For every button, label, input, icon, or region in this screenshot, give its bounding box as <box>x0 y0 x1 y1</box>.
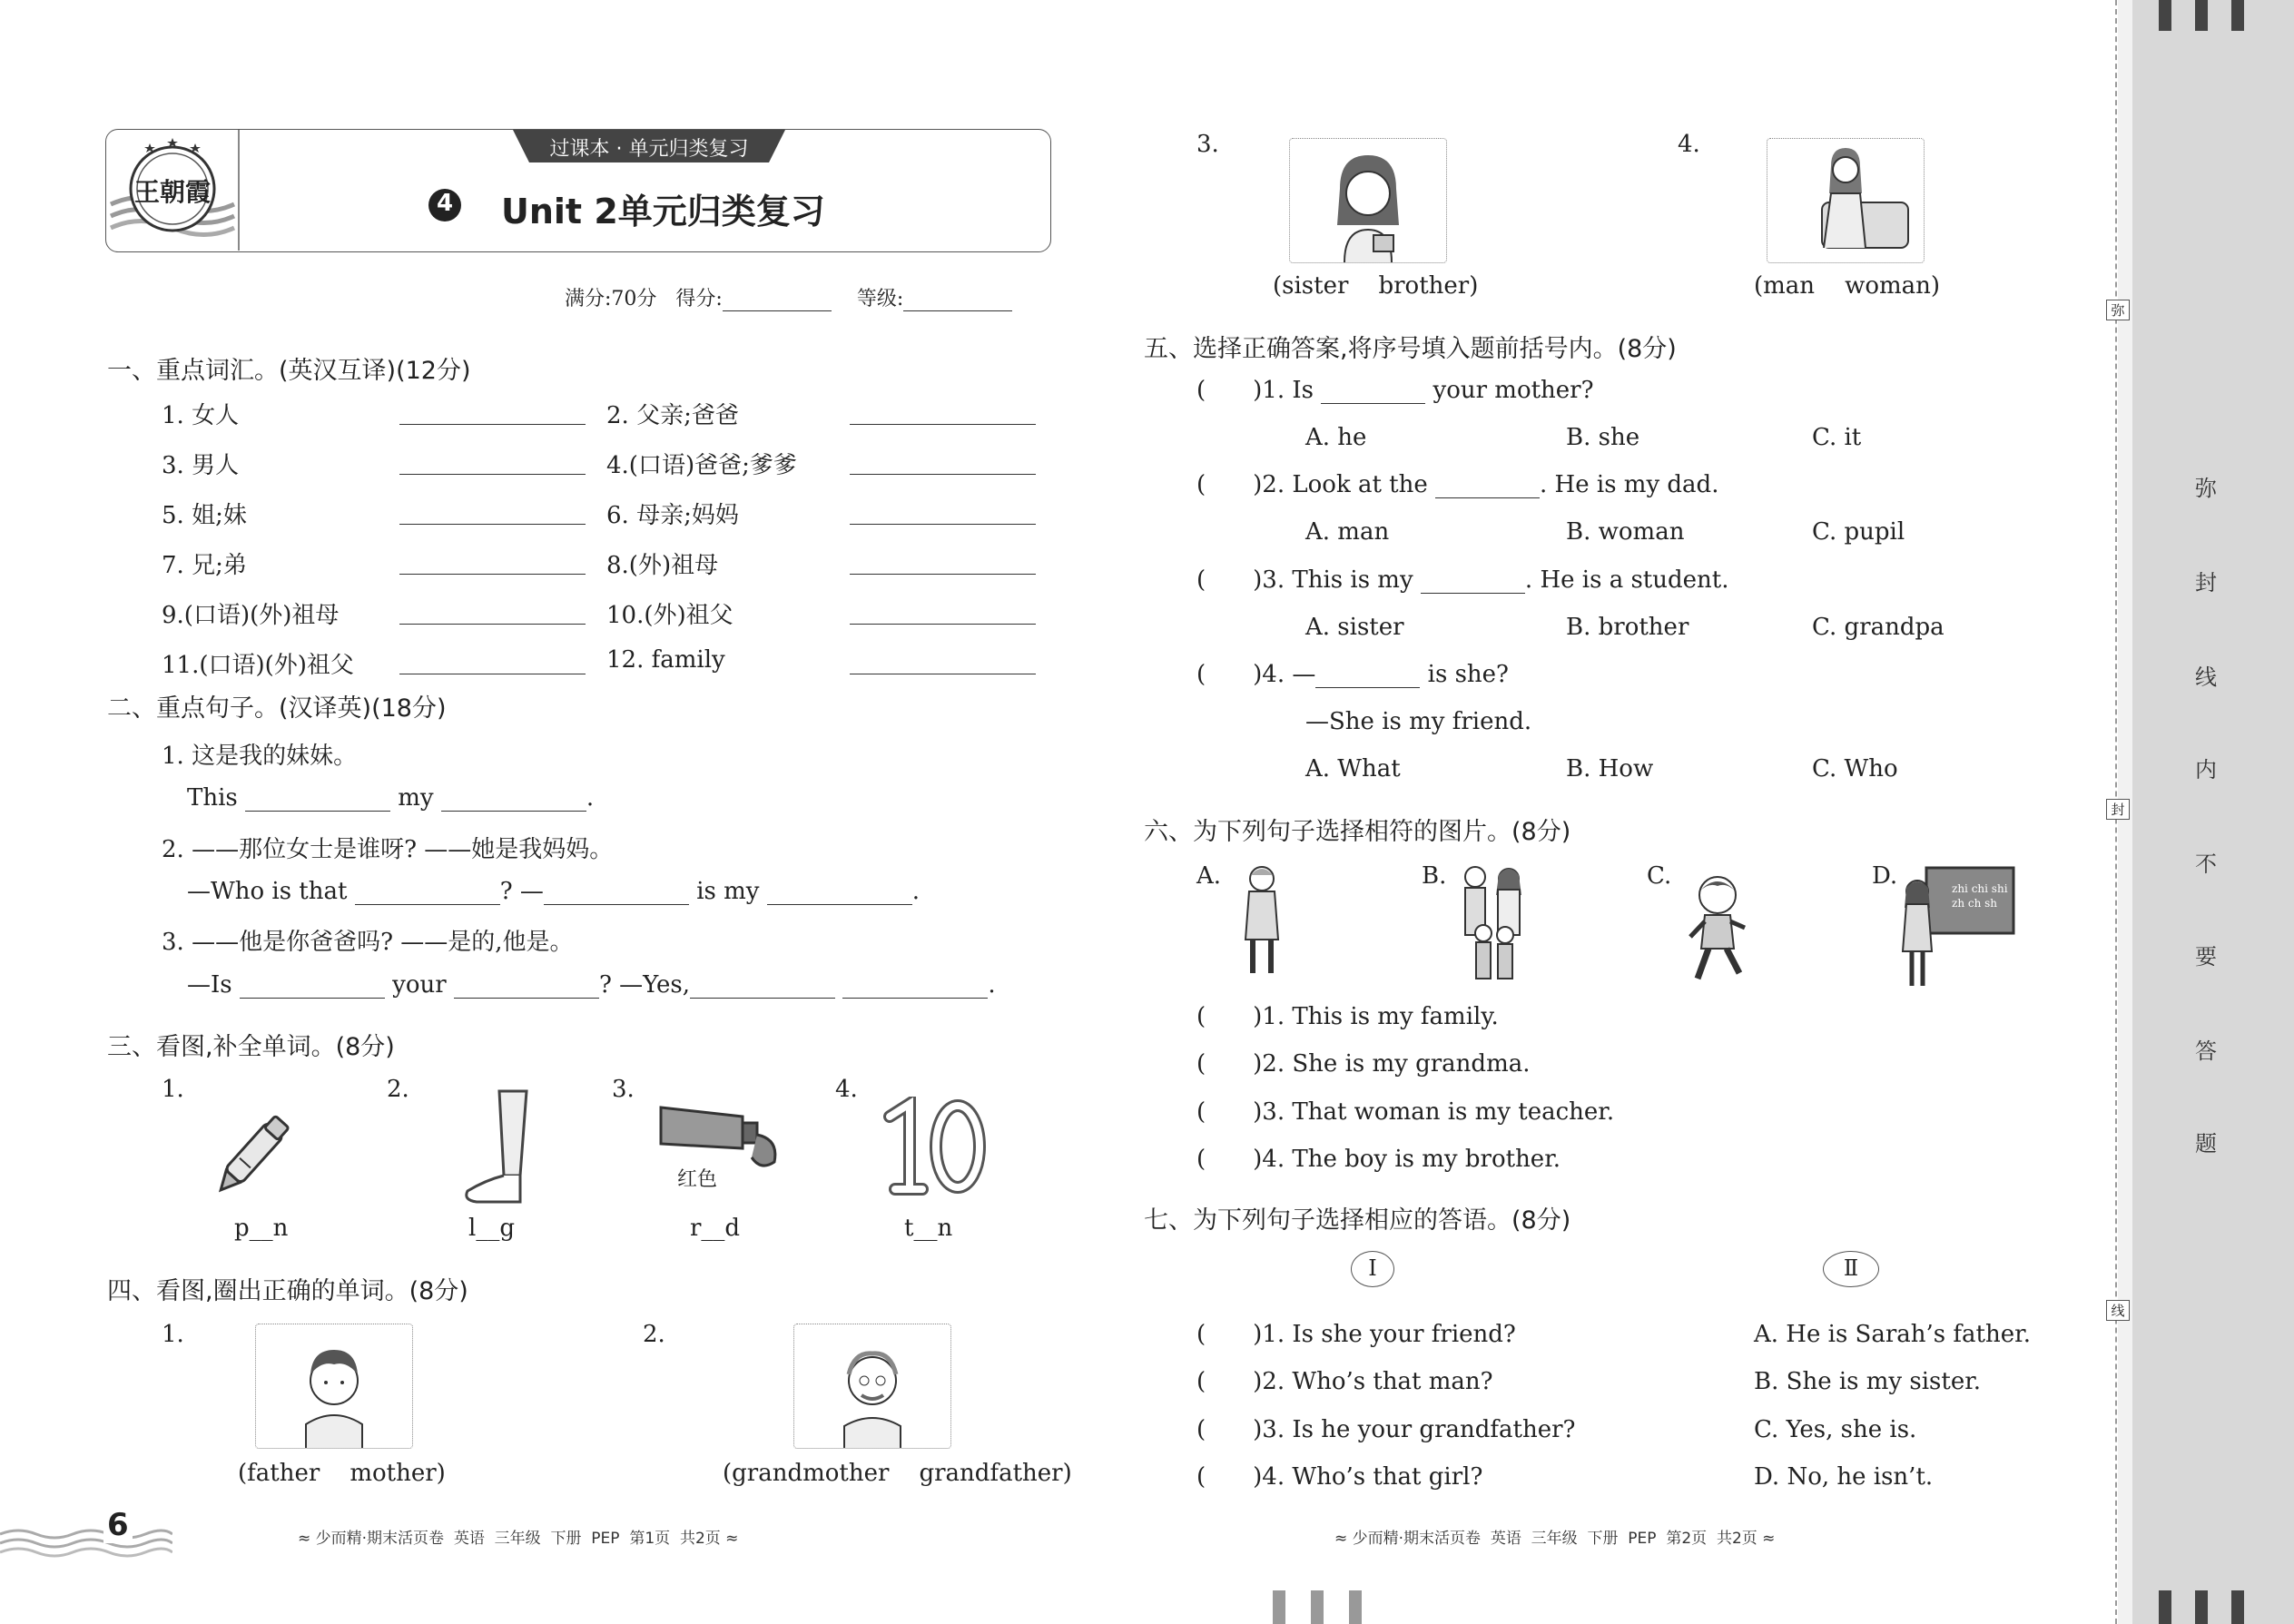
seal-mark-3: 线 <box>2106 1300 2130 1321</box>
vocab-item: 6. 母亲;妈妈 <box>606 497 1051 530</box>
sec3-num-3: 3. <box>612 1076 635 1103</box>
col1-label: Ⅰ <box>1368 1255 1377 1281</box>
vocab-blank[interactable] <box>399 447 586 475</box>
paint-tube-image <box>652 1103 788 1188</box>
registration-bar <box>2231 0 2244 31</box>
sec6-title: 六、为下列句子选择相符的图片。(8分) <box>1144 818 1571 846</box>
sec3-word-1: p__n <box>234 1215 289 1242</box>
vocab-blank[interactable] <box>850 497 1036 525</box>
registration-bar <box>1349 1590 1362 1624</box>
sec5-q2: ( )2. Look at the . He is my dad. <box>1196 471 1719 498</box>
score-line <box>565 283 1012 311</box>
sec6-label-a: A. <box>1196 862 1222 890</box>
sec5-q3-opt-b[interactable]: B. brother <box>1566 614 1689 641</box>
vocab-blank[interactable] <box>399 646 586 674</box>
sec7-q3: ( )3. Is he your grandfather? <box>1196 1416 1576 1443</box>
sec2-q2-cn: 2. ——那位女士是谁呀? ——她是我妈妈。 <box>162 836 614 863</box>
margin-note-1: 弥 <box>2195 476 2217 501</box>
vocab-blank[interactable] <box>399 596 586 625</box>
sec2-q1-cn: 1. 这是我的妹妹。 <box>162 743 358 770</box>
sec7-q4: ( )4. Who’s that girl? <box>1196 1463 1483 1491</box>
sec5-q1: ( )1. Is your mother? <box>1196 377 1594 404</box>
score-label: 得分: <box>675 288 723 310</box>
vocab-item: 11.(口语)(外)祖父 <box>162 646 606 680</box>
registration-bar <box>2195 1590 2208 1624</box>
sec5-title: 五、选择正确答案,将序号填入题前括号内。(8分) <box>1144 335 1677 363</box>
sec5-q3-opt-c[interactable]: C. grandpa <box>1812 614 1944 641</box>
sec5-q2-opt-b[interactable]: B. woman <box>1566 518 1685 546</box>
margin-note-2: 封 <box>2195 570 2217 595</box>
vocab-blank[interactable] <box>399 546 586 575</box>
sec2-q2-en: —Who is that ? — is my . <box>187 878 920 905</box>
margin-note-3: 线 <box>2195 664 2217 690</box>
number-ten-image <box>881 1097 989 1200</box>
sec5-q4-reply: —She is my friend. <box>1305 708 1532 735</box>
sec7-q1: ( )1. Is she your friend? <box>1196 1321 1516 1348</box>
vocab-item: 3. 男人 <box>162 447 606 480</box>
sec7-answer-b: B. She is my sister. <box>1754 1368 1982 1395</box>
registration-bar <box>1273 1590 1285 1624</box>
vocab-item: 4.(口语)爸爸;爹爹 <box>606 447 1051 480</box>
vocab-item: 10.(外)祖父 <box>606 596 1051 630</box>
sec4-num-2: 2. <box>643 1321 665 1348</box>
sec6-item-4: ( )4. The boy is my brother. <box>1196 1146 1561 1173</box>
sec4-choice-4[interactable]: (man woman) <box>1754 272 1941 300</box>
sec5-q1-opt-b[interactable]: B. she <box>1566 424 1640 451</box>
vocab-item: 9.(口语)(外)祖母 <box>162 596 606 630</box>
sec5-q2-opt-c[interactable]: C. pupil <box>1812 518 1905 546</box>
sec6-item-1: ( )1. This is my family. <box>1196 1003 1499 1030</box>
registration-bar <box>2159 1590 2171 1624</box>
sec3-num-1: 1. <box>162 1076 184 1103</box>
sec3-title: 三、看图,补全单词。(8分) <box>107 1033 395 1061</box>
sec5-q3: ( )3. This is my . He is a student. <box>1196 566 1729 594</box>
vocab-blank[interactable] <box>850 596 1036 625</box>
vocab-item: 5. 姐;妹 <box>162 497 606 530</box>
paint-label: 红色 <box>677 1168 718 1191</box>
page-number: 6 <box>103 1507 133 1543</box>
vocab-item: 7. 兄;弟 <box>162 546 606 580</box>
registration-bar <box>1311 1590 1324 1624</box>
grandfather-picture <box>793 1324 951 1449</box>
answer-blank[interactable] <box>1435 472 1540 498</box>
sec2-q3-cn: 3. ——他是你爸爸吗? ——是的,他是。 <box>162 929 574 956</box>
page-title: Unit 2单元归类复习 <box>501 192 825 231</box>
sec5-q4-opt-a[interactable]: A. What <box>1305 755 1401 782</box>
vocab-blank[interactable] <box>399 497 586 525</box>
sec5-q2-opt-a[interactable]: A. man <box>1305 518 1390 546</box>
sec3-word-4: t__n <box>904 1215 953 1242</box>
sec3-word-2: l__g <box>468 1215 515 1242</box>
sec7-answer-a: A. He is Sarah’s father. <box>1754 1321 2031 1348</box>
vocab-blank[interactable] <box>850 397 1036 425</box>
answer-blank[interactable] <box>355 879 500 905</box>
logo-text: 王朝霞 <box>133 177 211 207</box>
sec5-q4: ( )4. — is she? <box>1196 661 1509 688</box>
answer-blank[interactable] <box>1315 662 1420 688</box>
header-divider <box>238 130 240 251</box>
sec1-title: 一、重点词汇。(英汉互译)(12分) <box>107 357 471 385</box>
vocab-blank[interactable] <box>850 447 1036 475</box>
father-picture <box>255 1324 413 1449</box>
sec5-q4-opt-c[interactable]: C. Who <box>1812 755 1898 782</box>
margin-note-4: 内 <box>2195 757 2217 782</box>
sec6-label-d: D. <box>1872 862 1898 890</box>
leg-image <box>449 1089 540 1211</box>
sec4-choice-3[interactable]: (sister brother) <box>1273 272 1479 300</box>
sec4-num-4: 4. <box>1678 131 1700 158</box>
sec5-q1-opt-a[interactable]: A. he <box>1305 424 1367 451</box>
sec5-q4-opt-b[interactable]: B. How <box>1566 755 1654 782</box>
sec6-label-c: C. <box>1647 862 1672 890</box>
sec5-q3-opt-a[interactable]: A. sister <box>1305 614 1404 641</box>
header-banner-text: 过课本 · 单元归类复习 <box>549 138 749 161</box>
footer-left: ≈ 少而精·期末活页卷 英语 三年级 下册 PEP 第1页 共2页 ≈ <box>298 1530 739 1548</box>
sec2-q3-en: —Is your ? —Yes, . <box>187 971 996 999</box>
page-number-waves <box>0 1521 172 1561</box>
sec7-q2: ( )2. Who’s that man? <box>1196 1368 1493 1395</box>
margin-note-5: 不 <box>2195 851 2217 877</box>
registration-bar <box>2195 0 2208 31</box>
col2-label: Ⅱ <box>1843 1255 1859 1281</box>
sec3-num-4: 4. <box>835 1076 858 1103</box>
sister-picture <box>1289 138 1447 263</box>
grade-label: 等级: <box>856 288 904 310</box>
boy-picture <box>1681 871 1754 991</box>
sec6-label-b: B. <box>1422 862 1447 890</box>
woman-picture <box>1767 138 1925 263</box>
grade-blank[interactable] <box>903 310 1012 311</box>
registration-bar <box>2159 0 2171 31</box>
margin-note-8: 题 <box>2195 1131 2217 1156</box>
answer-blank[interactable] <box>544 879 689 905</box>
answer-blank[interactable] <box>245 785 390 812</box>
vocab-grid <box>162 397 1051 680</box>
seal-mark-2: 封 <box>2106 799 2130 820</box>
binding-strip <box>2132 0 2294 1624</box>
registration-bar <box>2231 1590 2244 1624</box>
family-picture <box>1452 862 1534 991</box>
answer-blank[interactable] <box>1321 378 1425 404</box>
grandma-picture <box>1235 862 1289 984</box>
vocab-blank[interactable] <box>399 397 586 425</box>
answer-blank[interactable] <box>842 972 988 999</box>
sec2-q1-en: This my . <box>187 784 595 812</box>
score-blank[interactable] <box>723 310 832 311</box>
sec3-num-2: 2. <box>387 1076 409 1103</box>
vocab-item: 8.(外)祖母 <box>606 546 1051 580</box>
margin-note-6: 要 <box>2195 944 2217 969</box>
sec7-answer-c: C. Yes, she is. <box>1754 1416 1917 1443</box>
sec4-choice-1[interactable]: (father mother) <box>238 1460 446 1487</box>
margin-note-7: 答 <box>2195 1038 2217 1064</box>
answer-blank[interactable] <box>441 785 586 812</box>
vocab-item: 2. 父亲;爸爸 <box>606 397 1051 430</box>
sec5-q1-opt-c[interactable]: C. it <box>1812 424 1862 451</box>
answer-blank[interactable] <box>1421 567 1525 594</box>
sec2-title: 二、重点句子。(汉译英)(18分) <box>107 694 447 723</box>
sec4-num-3: 3. <box>1196 131 1219 158</box>
vocab-item: 12. family <box>606 646 1051 680</box>
seal-mark-1: 弥 <box>2106 300 2130 320</box>
vocab-item: 1. 女人 <box>162 397 606 430</box>
vocab-blank[interactable] <box>850 546 1036 575</box>
vocab-blank[interactable] <box>850 646 1036 674</box>
sec4-num-1: 1. <box>162 1321 184 1348</box>
board-text-1: zhi chi shi <box>1952 882 2008 895</box>
answer-blank[interactable] <box>767 879 912 905</box>
unit-number: 4 <box>436 190 454 217</box>
answer-blank[interactable] <box>454 972 599 999</box>
score-total: 满分:70分 <box>565 288 657 310</box>
sec6-item-2: ( )2. She is my grandma. <box>1196 1050 1531 1078</box>
sec6-item-3: ( )3. That woman is my teacher. <box>1196 1098 1615 1126</box>
sec4-choice-2[interactable]: (grandmother grandfather) <box>723 1460 1072 1487</box>
sec3-word-3: r__d <box>690 1215 741 1242</box>
sec4-title: 四、看图,圈出正确的单词。(8分) <box>107 1277 468 1305</box>
board-text-2: zh ch sh <box>1952 897 1998 910</box>
answer-blank[interactable] <box>240 972 385 999</box>
pen-image <box>200 1098 309 1211</box>
answer-blank[interactable] <box>690 972 835 999</box>
sec7-title: 七、为下列句子选择相应的答语。(8分) <box>1144 1206 1571 1235</box>
footer-right: ≈ 少而精·期末活页卷 英语 三年级 下册 PEP 第2页 共2页 ≈ <box>1334 1530 1776 1548</box>
sec7-answer-d: D. No, he isn’t. <box>1754 1463 1934 1491</box>
